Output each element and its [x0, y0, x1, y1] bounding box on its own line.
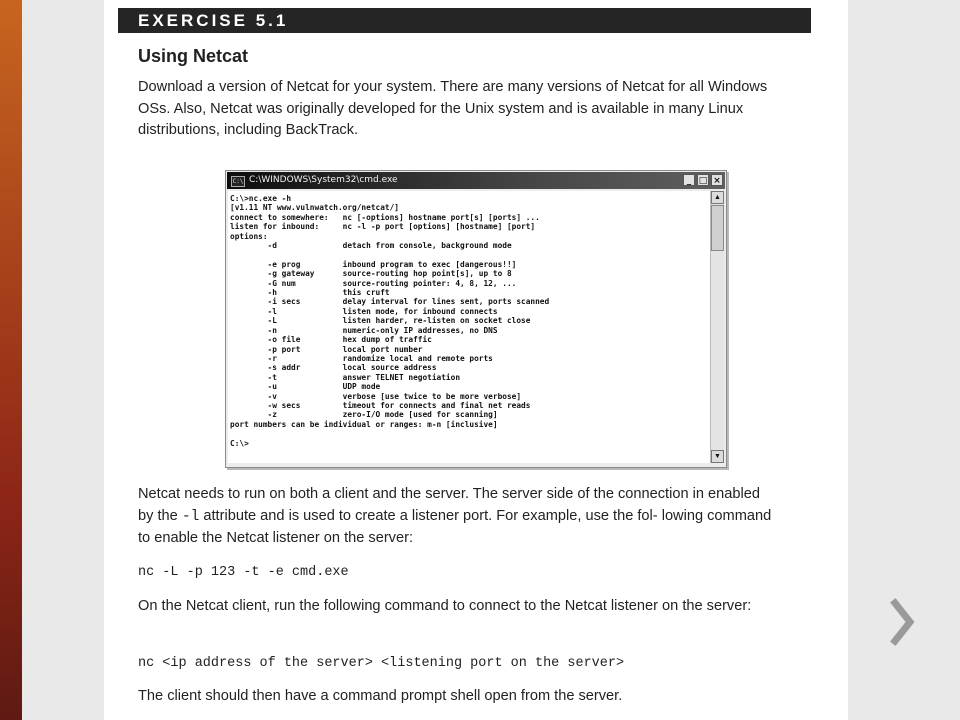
cmd-window-screenshot: [225, 170, 727, 468]
client-command: nc <ip address of the server> <listening port on the server>: [138, 656, 625, 671]
cmd-titlebar: [227, 172, 725, 189]
listener-text-end: attribute and is used to create a listener port. For example, use the fol- lowing command to enable the Netcat listener on the server:: [138, 507, 772, 546]
console-output: C:\>nc.exe -h [v1.11 NT www.vulnwatch.org/netcat/] connect to somewhere: nc [-options] hostname port[s] [ports] ... listen for inbound: nc -l -p port [options] [hostname] [port] options: -d detach from console, background mode -e prog inbound program to exec [dangerous!!] -g gateway source-routing hop point[s], up to 8 -G num source-routing pointer: 4, 8, 12, ... -h this cruft -i secs delay interval for lines sent, ports scanned -l listen mode, for inbound connects -L listen harder, re-listen on socket close -n numeric-only IP addresses, no DNS -o file hex dump of traffic -p port local port number -r randomize local and remote ports -s addr local source address -t answer TELNET negotiation -u UDP mode -v verbose [use twice to be more verbose] -w secs timeout for connects and final net reads -z zero-I/O mode [used for scanning] port numbers can be individual or ranges: m-n [inclusive] C:\>: [230, 194, 550, 448]
cmd-window-title: C:\WINDOWS\System32\cmd.exe: [249, 175, 398, 185]
console-icon: C:\: [232, 178, 244, 185]
listener-text-start: Netcat needs to run on both a client and the server. The server side of the connection in enabled by the: [138, 486, 760, 524]
scroll-thumb: [711, 205, 724, 251]
maximize-icon: □: [698, 176, 708, 186]
exercise-title: Using Netcat: [138, 46, 249, 66]
intro-paragraph: Download a version of Netcat for your system. There are many versions of Netcat for all Windows OSs. Also, Netcat was originally developed for the Unix system and is available in many Linux distributions, including BackTrack.: [138, 79, 768, 138]
close-icon: ×: [711, 174, 723, 186]
next-slide-chevron-icon[interactable]: [887, 597, 917, 647]
client-paragraph: On the Netcat client, run the following command to connect to the Netcat listener on the server:: [138, 598, 752, 614]
scroll-down-icon: ▼: [711, 450, 724, 463]
console-scrollbar: [710, 191, 724, 463]
exercise-banner: EXERCISE 5.1: [118, 8, 811, 33]
minimize-icon: _: [683, 174, 695, 186]
console-output-area: [228, 191, 710, 463]
listener-paragraph: [138, 484, 778, 550]
accent-side-bar: [0, 0, 22, 720]
scroll-up-icon: ▲: [711, 191, 724, 204]
listener-attribute: -l: [181, 508, 200, 525]
listener-command: nc -L -p 123 -t -e cmd.exe: [138, 565, 349, 580]
result-paragraph: The client should then have a command prompt shell open from the server.: [138, 688, 623, 704]
book-page: [104, 0, 848, 720]
